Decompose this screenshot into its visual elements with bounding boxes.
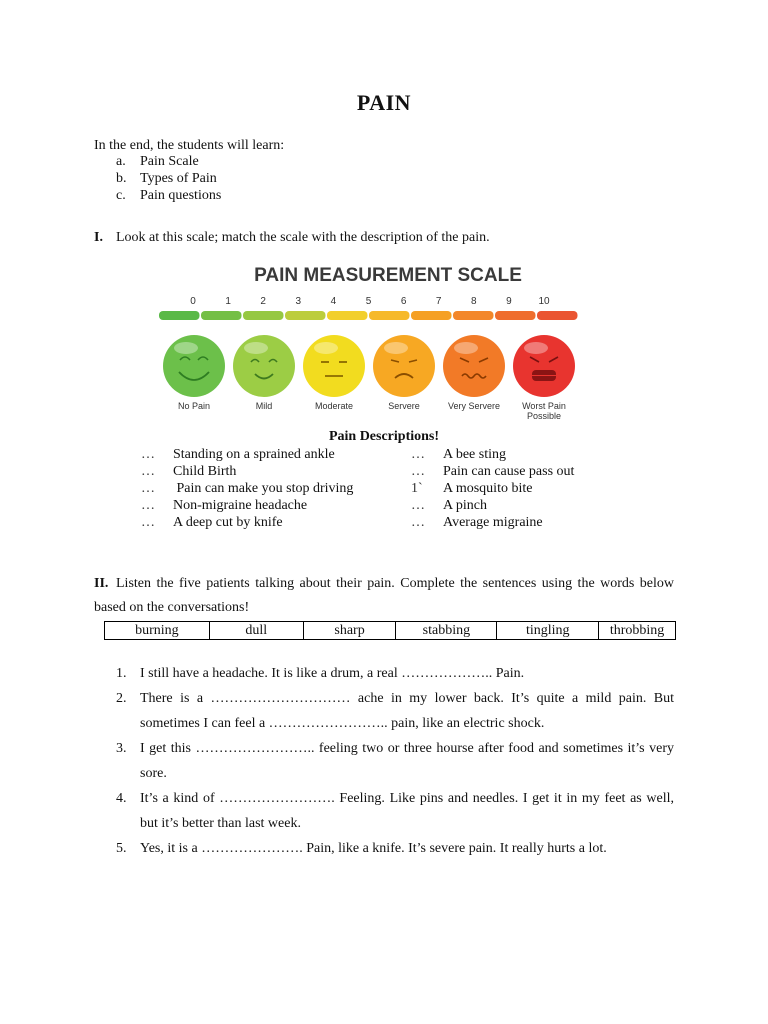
scale-number-5: 5 <box>365 296 372 307</box>
list-item: … Average migraine <box>411 515 543 530</box>
word-bank-cell: dull <box>210 622 304 639</box>
list-item: … Standing on a sprained ankle <box>141 447 335 462</box>
scale-bar-segment <box>243 311 284 320</box>
scale-number-9: 9 <box>506 296 512 307</box>
objectives-list <box>116 153 221 204</box>
scale-bar-segment <box>327 311 368 320</box>
pain-face-icon <box>233 335 295 397</box>
scale-number-2: 2 <box>260 296 266 307</box>
section-instruction: Look at this scale; match the scale with the description of the pain. <box>116 230 490 245</box>
list-item: 1` A mosquito bite <box>411 481 533 496</box>
descriptions-title: Pain Descriptions! <box>328 429 440 444</box>
list-item: c. Pain questions <box>116 188 222 203</box>
scale-bar-segment <box>285 311 326 320</box>
section-number: I. <box>94 230 103 245</box>
list-item: … Non-migraine headache <box>141 498 308 513</box>
scale-bar-segment <box>411 311 452 320</box>
pain-face-label: Worst Pain <box>522 401 566 411</box>
intro-text: In the end, the students will learn: <box>94 138 285 153</box>
pain-face-icon <box>513 335 575 397</box>
word-bank-cell: stabbing <box>396 622 497 639</box>
descriptions-left-column <box>141 446 353 531</box>
word-bank <box>104 621 676 640</box>
list-item: 3. I get this …………………….. feeling two or three hourse after food and sometimes it’s very sore. <box>116 741 674 781</box>
pain-face-icon <box>443 335 505 397</box>
scale-number-0: 0 <box>190 296 196 307</box>
scale-number-10: 10 <box>538 296 550 307</box>
pain-face-label: Moderate <box>314 401 354 411</box>
section-1-heading <box>94 229 490 246</box>
list-item: … A bee sting <box>411 447 506 462</box>
scale-number-4: 4 <box>330 296 337 307</box>
scale-number-7: 7 <box>435 296 442 307</box>
pain-face-label: Possible <box>526 411 562 421</box>
list-item: … A pinch <box>411 498 487 513</box>
questions-list <box>116 661 674 861</box>
page-title: PAIN <box>356 90 412 115</box>
list-item: … Pain can make you stop driving <box>141 481 354 496</box>
pain-face-label: Very Servere <box>447 401 501 411</box>
pain-face-label: Servere <box>388 401 420 411</box>
pain-face-label: Mild <box>255 401 273 411</box>
list-item: … Pain can cause pass out <box>411 464 575 479</box>
scale-bar-segment <box>369 311 410 320</box>
scale-number-3: 3 <box>295 296 302 307</box>
scale-bar-segment <box>537 311 578 320</box>
descriptions-right-column <box>411 446 574 531</box>
pain-scale-graphic <box>155 254 622 424</box>
scale-number-6: 6 <box>400 296 407 307</box>
scale-number-8: 8 <box>471 296 477 307</box>
list-item: … A deep cut by knife <box>141 515 283 530</box>
scale-number-1: 1 <box>225 296 231 307</box>
list-item: a. Pain Scale <box>116 154 199 169</box>
list-item: 5. Yes, it is a …………………. Pain, like a knife. It’s severe pain. It really hurts a lot. <box>116 841 607 856</box>
scale-title: PAIN MEASUREMENT SCALE <box>254 265 522 286</box>
list-item: 1. I still have a headache. It is like a drum, a real ……………….. Pain. <box>116 666 525 681</box>
scale-bar-segment <box>453 311 494 320</box>
section-2-heading <box>94 572 674 620</box>
section-number: II. <box>94 576 109 591</box>
pain-face-label: No Pain <box>177 401 211 411</box>
list-item: b. Types of Pain <box>116 171 217 186</box>
list-item: 2. There is a ………………………… ache in my lower back. It’s quite a mild pain. But sometimes I can feel a …………………….. pain, like an electric shock. <box>116 691 674 731</box>
pain-face-icon <box>373 335 435 397</box>
scale-bar-segment <box>495 311 536 320</box>
list-item: 4. It’s a kind of ……………………. Feeling. Like pins and needles. I get it in my feet as well, but it’s better than last week. <box>116 791 674 831</box>
word-bank-cell: tingling <box>497 622 599 639</box>
pain-face-icon <box>303 335 365 397</box>
word-bank-cell: burning <box>105 622 210 639</box>
list-item: … Child Birth <box>141 464 237 479</box>
scale-bar-segment <box>159 311 200 320</box>
section-instruction: Listen the five patients talking about their pain. Complete the sentences using the words below based on the conversations! <box>94 576 674 615</box>
scale-bar-segment <box>201 311 242 320</box>
word-bank-cell: throbbing <box>609 623 665 638</box>
word-bank-cell: sharp <box>304 622 397 639</box>
pain-face-icon <box>163 335 225 397</box>
